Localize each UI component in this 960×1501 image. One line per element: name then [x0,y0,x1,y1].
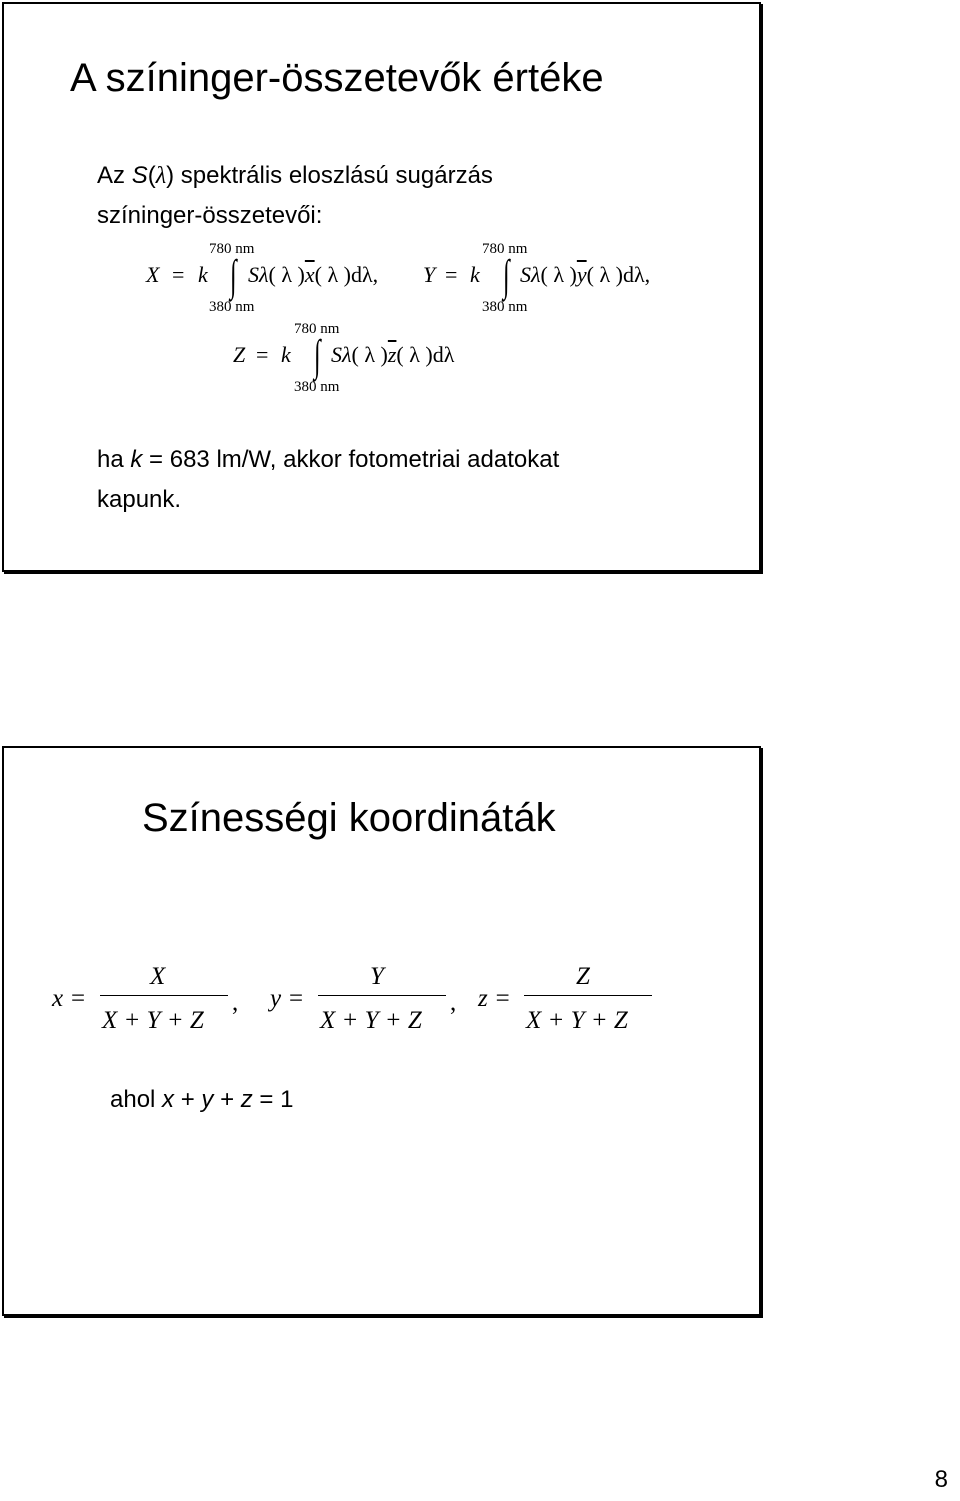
frac-z-numerator: Z [576,963,590,990]
eq-y-ybar: $\overline{y}$ [576,262,587,287]
intro-rest: spektrális eloszlású sugárzás [174,162,493,189]
frac-y-comma: , [450,989,457,1016]
eq-y-lhs: Y [423,262,436,287]
eq-x-open-lambda: ( λ ) [268,262,305,287]
footer-y: y [201,1086,214,1113]
note-k: k [130,446,143,473]
frac-y-lhs: y = [270,985,305,1012]
eq-x-equals: = [172,262,185,287]
slide-title: Színességi koordináták [142,796,556,840]
eq-z-dlambda: ( λ )dλ [396,342,455,367]
eq-z-k: k [281,342,291,367]
integral-sign-x: ∫ [230,251,237,300]
intro-line-1 [97,162,493,190]
page-number: 8 [934,1466,948,1493]
footer-x: x [162,1086,175,1113]
frac-y-denominator: X + Y + Z [320,1007,422,1034]
note-prefix: ha [97,446,131,473]
slide-chromaticity-coordinates [2,746,761,1316]
frac-x-denominator: X + Y + Z [102,1007,204,1034]
frac-x-numerator: X [150,963,166,990]
integral-x-lower-limit: 380 nm [209,299,255,315]
eq-z-s-lambda: Sλ [331,342,352,367]
intro-symbol-close: ) [166,162,175,189]
intro-symbol-lambda: λ [155,163,167,189]
eq-y-k: k [470,262,480,287]
footer-rest: = 1 [252,1086,294,1113]
frac-x-comma: , [232,989,239,1016]
footer-z: z [240,1086,253,1113]
footer-plus-1: + [174,1086,202,1113]
eq-x-s-lambda: Sλ [248,262,269,287]
integral-sign-y: ∫ [503,251,510,300]
eq-y-integrand [520,264,650,286]
frac-x-bar [100,995,228,996]
eq-x-comma: , [372,262,379,287]
eq-x-lhs: X [146,262,160,287]
intro-symbol-open: ( [147,162,156,189]
eq-z-lhs: Z [233,342,246,367]
eq-x-k: k [198,262,208,287]
eq-x-dlambda: ( λ )dλ [314,262,373,287]
frac-y-numerator: Y [370,963,384,990]
eq-y-open-lambda: ( λ ) [540,262,577,287]
footer-prefix: ahol [110,1086,163,1113]
frac-z-denominator: X + Y + Z [526,1007,628,1034]
eq-z-zbar: $\overline{z}$ [387,342,397,367]
eq-x-integrand [248,264,378,286]
slide-title: A színinger-összetevők értéke [70,56,604,100]
integral-y-upper-limit: 780 nm [482,241,528,257]
eq-y-equals: = [445,262,458,287]
footer-plus-2: + [213,1086,241,1113]
frac-z-bar [524,995,652,996]
intro-symbol-s: S [131,162,148,189]
note-line-1 [97,446,559,474]
integral-x-upper-limit: 780 nm [209,241,255,257]
frac-z-lhs: z = [478,985,511,1012]
integral-z-lower-limit: 380 nm [294,379,340,395]
note-line-2: kapunk. [97,486,182,513]
frac-y-bar [318,995,446,996]
eq-y-comma: , [644,262,651,287]
eq-z-equals: = [256,342,269,367]
frac-x-lhs: x = [52,985,87,1012]
eq-y-dlambda: ( λ )dλ [586,262,645,287]
integral-z-upper-limit: 780 nm [294,321,340,337]
eq-z-open-lambda: ( λ ) [351,342,388,367]
eq-x-xbar: $\overline{x}$ [304,262,315,287]
eq-z-integrand [331,344,454,366]
slide-color-stimulus-components [2,2,761,572]
eq-y-s-lambda: Sλ [520,262,541,287]
note-rest: = 683 lm/W, akkor fotometriai adatokat [142,446,560,473]
intro-prefix: Az [97,162,132,189]
integral-sign-z: ∫ [314,331,321,380]
integral-y-lower-limit: 380 nm [482,299,528,315]
footer-identity [110,1086,293,1114]
intro-line-2: színinger-összetevői: [97,202,323,229]
